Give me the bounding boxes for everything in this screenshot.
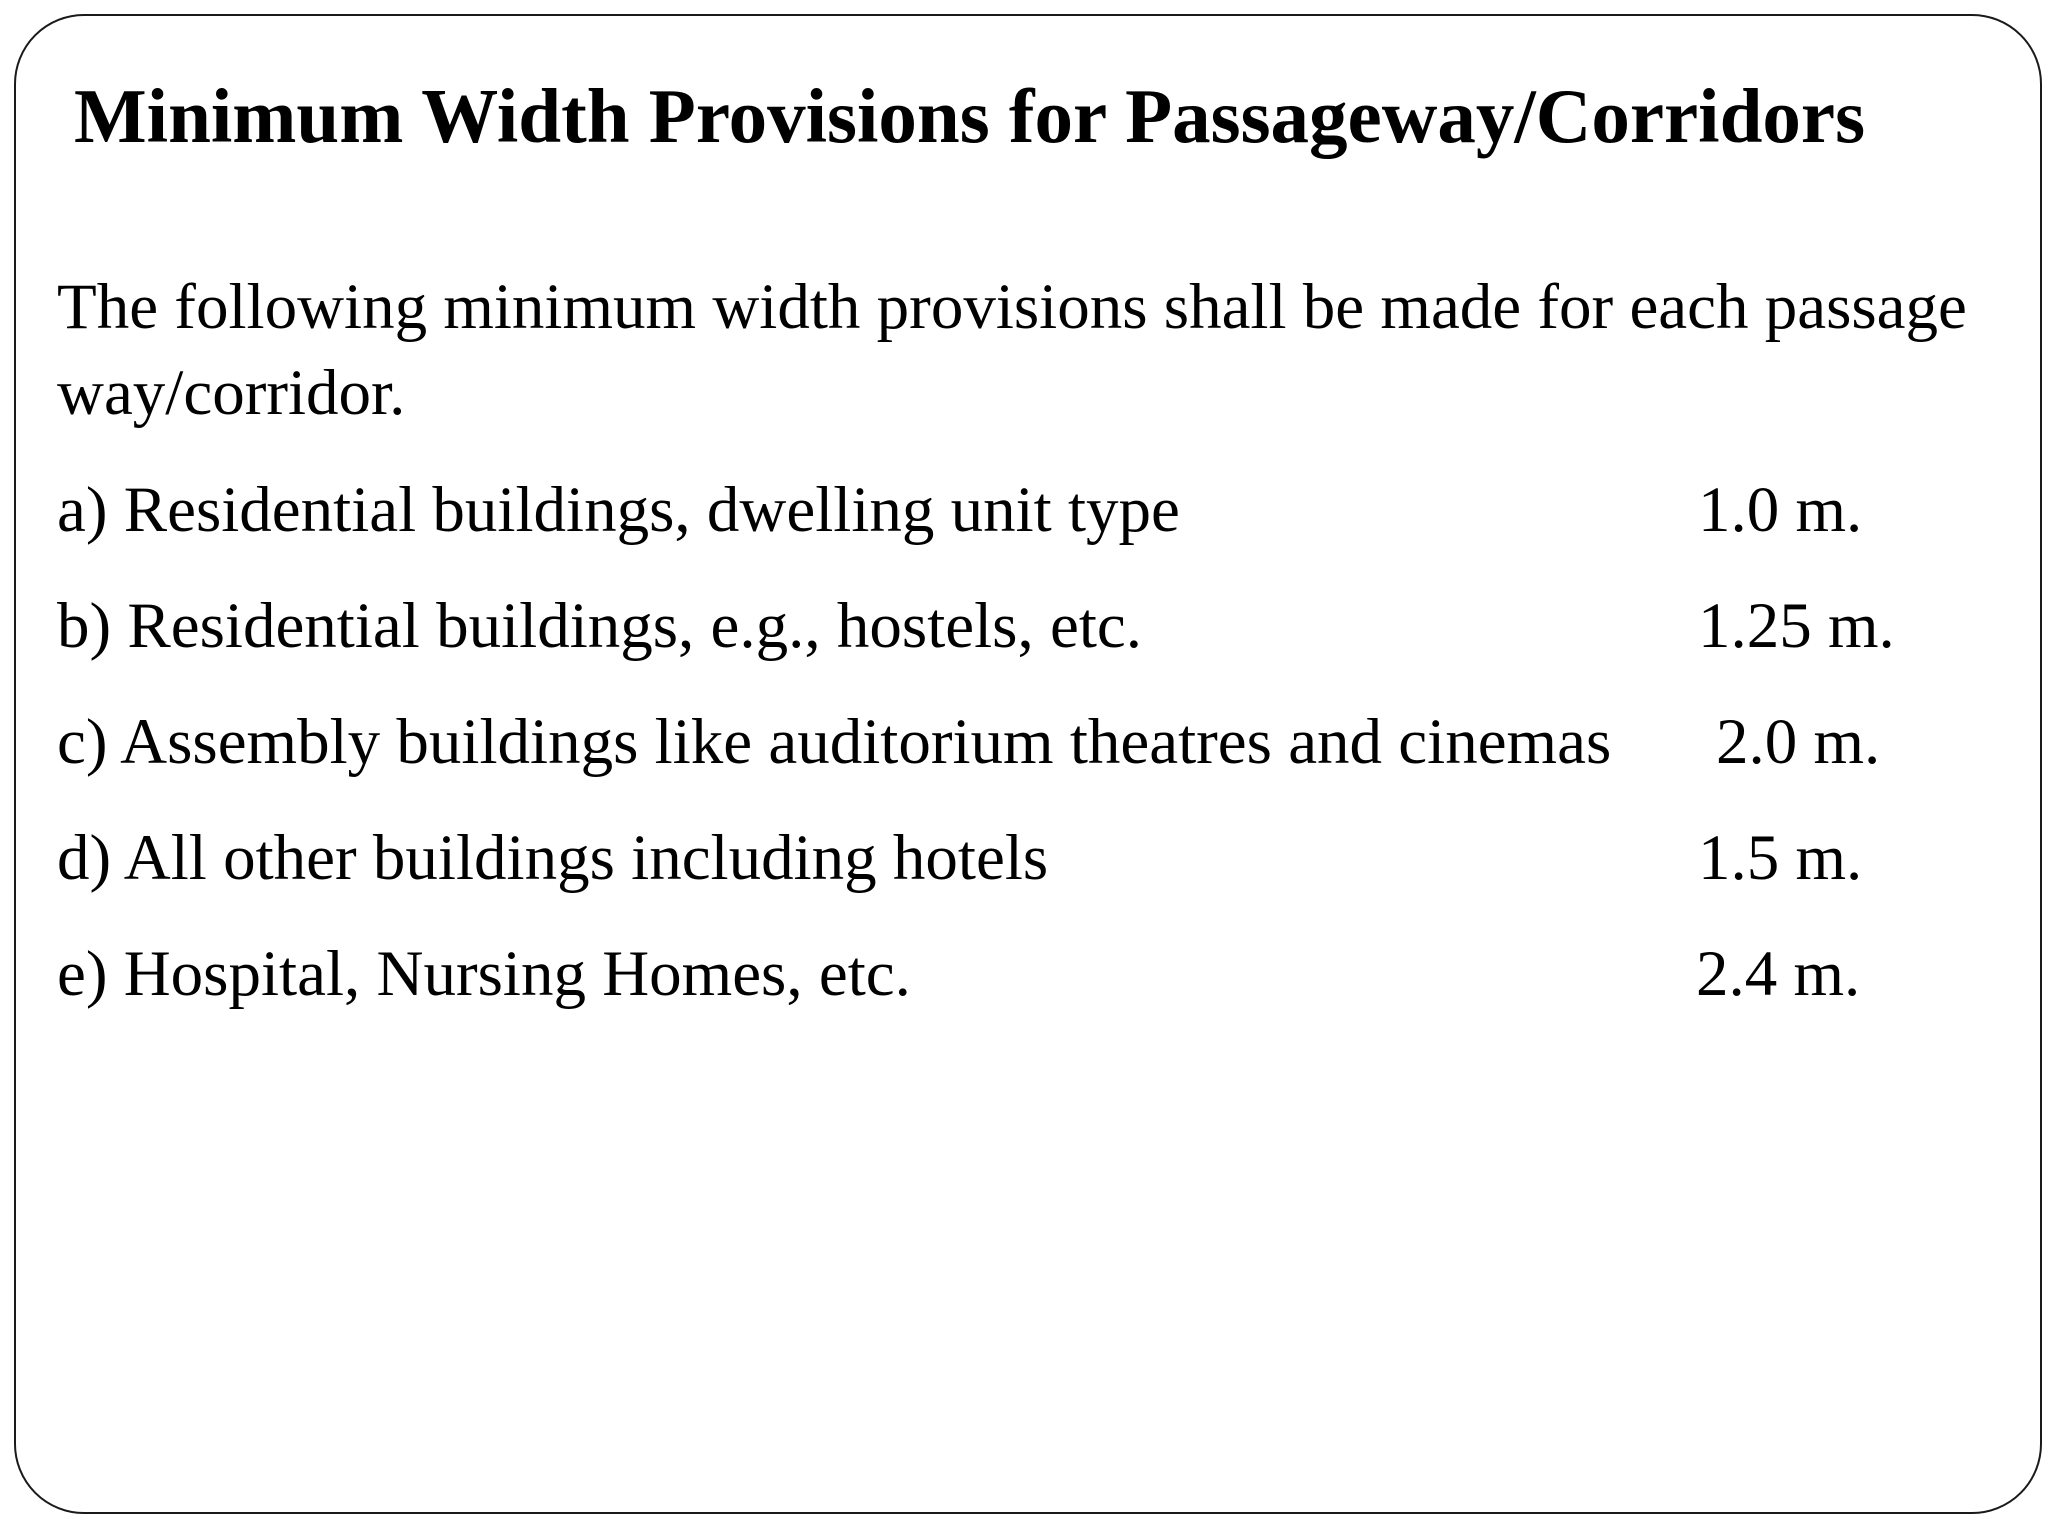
provision-value-e: 2.4 m.: [1696, 938, 1861, 1010]
intro-text: [57, 264, 2042, 436]
slide-title: Minimum Width Provisions for Passageway/Corridors: [74, 73, 1866, 159]
provision-item-d: d) All other buildings including hotels: [57, 822, 1049, 894]
provision-item-a: a) Residential buildings, dwelling unit type: [57, 474, 1180, 546]
provision-value-a: 1.0 m.: [1698, 474, 1863, 546]
intro-line-1: The following minimum width provisions shall be made for each passage: [57, 271, 1967, 343]
provision-value-d: 1.5 m.: [1698, 822, 1863, 894]
provision-item-c: c) Assembly buildings like auditorium theatres and cinemas: [57, 706, 1612, 778]
provision-item-b: b) Residential buildings, e.g., hostels, etc.: [57, 590, 1142, 662]
provision-value-c: 2.0 m.: [1716, 706, 1881, 778]
intro-line-2: way/corridor.: [57, 357, 406, 429]
provision-item-e: e) Hospital, Nursing Homes, etc.: [57, 938, 911, 1010]
provision-value-b: 1.25 m.: [1698, 590, 1895, 662]
slide-frame: [14, 14, 2042, 1514]
